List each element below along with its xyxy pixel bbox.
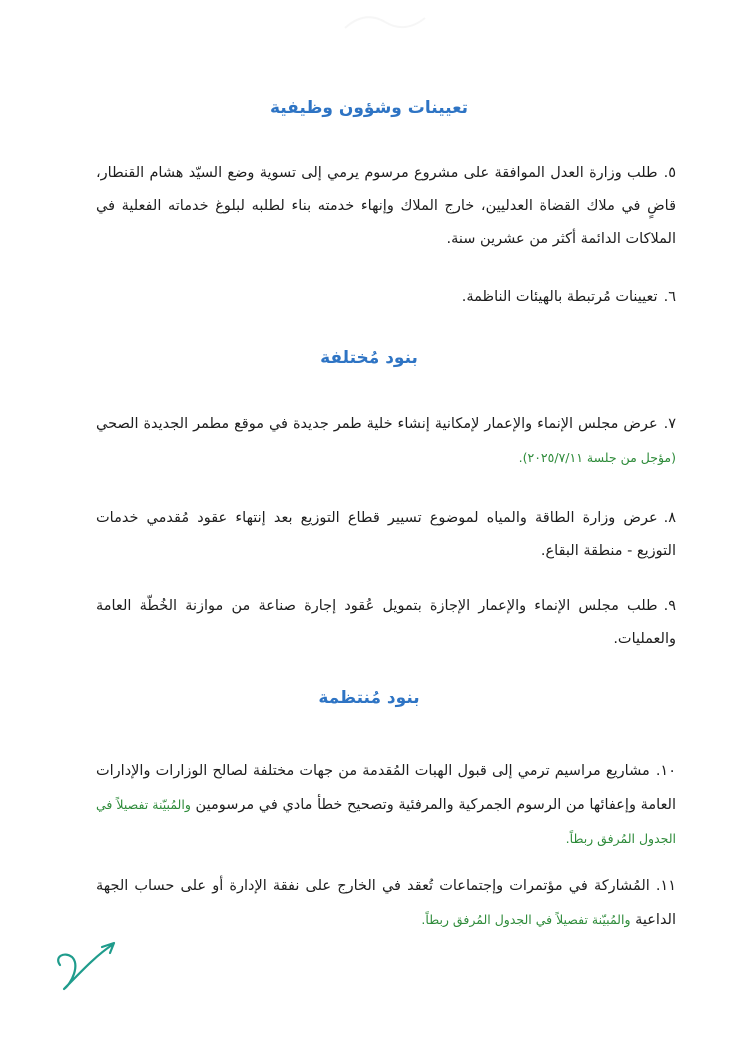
item-text: مشاريع مراسيم ترمي إلى قبول الهبات المُقدمة من جهات مختلفة لصالح الوزارات والإدارات العامة وإعفائها من الرسوم الجمركية والمرفئية وتصحيح خطأ مادي في مرسومين xyxy=(96,763,677,813)
item-number: ١١. xyxy=(655,878,676,894)
item-number: ٦. xyxy=(663,289,676,305)
item-text: طلب وزارة العدل الموافقة على مشروع مرسوم يرمي إلى تسوية وضع السيّد هشام القنطار، قاضٍ في ملاك القضاة العدليين، خارج الملاك وإنهاء خدمته بناء لطلبه لبلوغ خدماته الفعلية في الملاكات الدائمة أكثر من عشرين سنة. xyxy=(96,165,676,247)
section-title-various: بنود مُختلفة xyxy=(320,348,418,368)
agenda-item-5 xyxy=(96,157,676,256)
scan-artifact xyxy=(340,8,430,36)
item-text: تعيينات مُرتبطة بالهيئات الناظمة. xyxy=(461,289,658,305)
item-note: والمُبيّنة تفصيلاً في الجدول المُرفق ربطاً. xyxy=(421,912,631,927)
agenda-item-8 xyxy=(96,502,676,568)
item-text: طلب مجلس الإنماء والإعمار الإجازة بتمويل عُقود إجارة صناعة من موازنة الخُطّة العامة والعمليات. xyxy=(96,598,676,647)
item-text: عرض مجلس الإنماء والإعمار لإمكانية إنشاء خلية طمر جديدة في موقع مطمر الجديدة الصحي xyxy=(96,416,658,432)
item-number: ١٠. xyxy=(655,763,676,779)
section-title-regular: بنود مُنتظمة xyxy=(318,688,420,708)
section-title-appointments: تعيينات وشؤون وظيفية xyxy=(269,98,469,118)
item-text: المُشاركة في مؤتمرات وإجتماعات تُعقد في الخارج على نفقة الإدارة أو على حساب الجهة الداعية xyxy=(96,878,676,928)
item-number: ٩. xyxy=(663,598,676,614)
agenda-item-11 xyxy=(96,870,676,937)
signature-mark xyxy=(52,935,132,995)
agenda-item-9 xyxy=(96,590,676,656)
item-number: ٥. xyxy=(663,165,676,181)
item-number: ٧. xyxy=(663,416,676,432)
agenda-item-6 xyxy=(96,281,676,314)
item-text: عرض وزارة الطاقة والمياه لموضوع تسيير قطاع التوزيع بعد إنتهاء عقود مُقدمي خدمات التوزيع - منطقة البقاع. xyxy=(96,510,676,559)
agenda-item-7 xyxy=(96,408,676,475)
item-note: (مؤجل من جلسة ٢٠٢٥/٧/١١). xyxy=(518,450,676,465)
item-note: والمُبيّنة تفصيلاً في الجدول المُرفق ربطاً. xyxy=(96,797,676,846)
agenda-item-10 xyxy=(96,755,676,856)
item-number: ٨. xyxy=(663,510,676,526)
